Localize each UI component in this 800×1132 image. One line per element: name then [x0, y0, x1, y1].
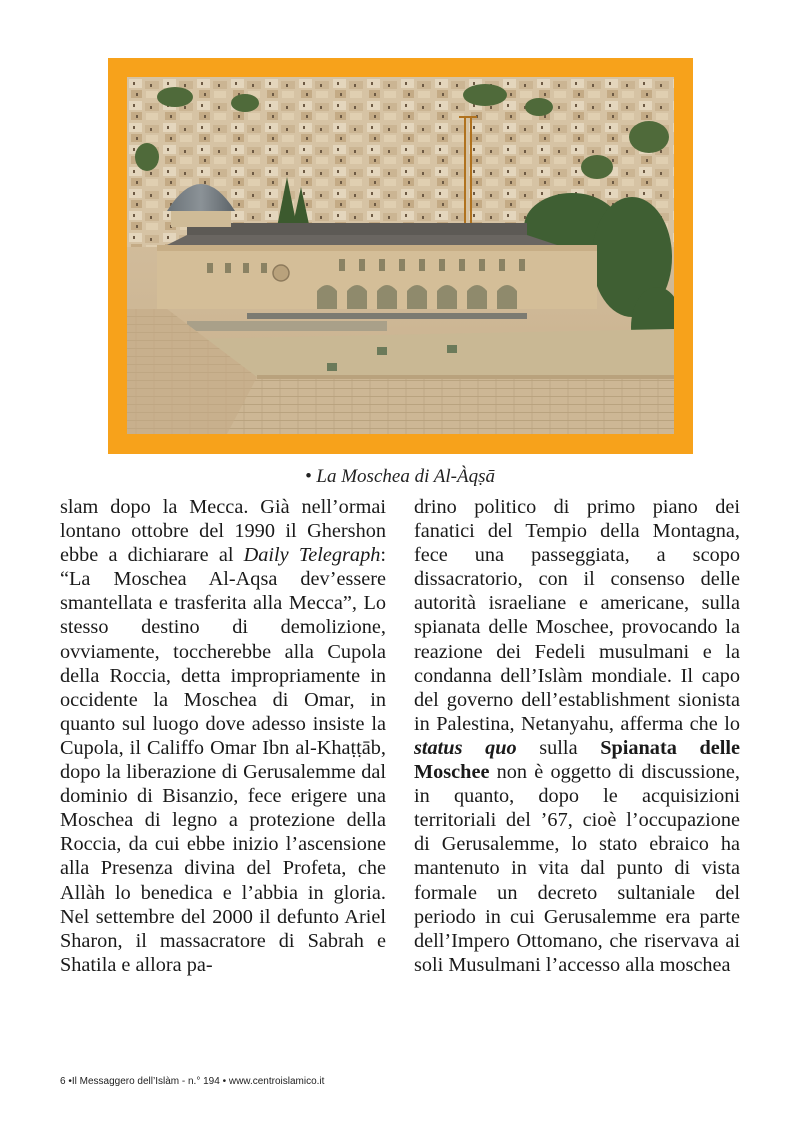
body-text: slam dopo la Mecca. Già nell’ormai lontano ottobre del 1990 il Ghershon ebbe a dichiarare al [60, 496, 386, 567]
body-text: non è oggetto di discussione, in quanto, dopo le acquisizioni territoriali del ’67, cioè l’occupazione di Gerusalemme, lo stato ebraico ha mantenuto in vita dal punto di vista formale un decreto sultaniale del periodo in cui Gerusalemme era parte dell’Impero Ottomano, che riservava ai soli Musulmani l’accesso alla moschea [414, 761, 740, 976]
photo-frame [108, 58, 693, 454]
page-footer: 6 •Il Messaggero dell’Islàm - n.° 194 • www.centroislamico.it [60, 1076, 325, 1087]
text-column-left [60, 495, 386, 977]
body-text: sulla [516, 736, 601, 759]
body-text: drino politico di primo piano dei fanatici del Tempio della Montagna, fece una passeggiata, a scopo dissacratorio, con il consenso delle autorità israeliane e americane, sulla spianata delle Moschee, provocando la reazione dei Fedeli musulmani e la condanna dell’Islàm mondiale. Il capo del governo dell’establishment sionista in Palestina, Netanyahu, afferma che lo [414, 496, 740, 735]
bold-italic-text [414, 737, 517, 759]
bold-text: Spianata delle Moschee [414, 736, 740, 784]
al-aqsa-mosque-photo [127, 77, 674, 434]
italic-text: Daily Telegraph [243, 544, 381, 567]
body-text: : “La Moschea Al-Aqsa dev’essere smantellata e trasferita alla Mecca”, Lo stesso destino di demolizione, ovviamente, toccherebbe alla Cupola della Roccia, detta impropriamente in occidente la Moschea di Omar, in quanto sul luogo dove adesso insiste la Cupola, il Califfo Omar Ibn al-Khaṭṭāb, dopo la liberazione di Gerusalemme dal dominio di Bisanzio, fece erigere una Moschea di legno a protezione della Roccia, da cui ebbe inizio l’ascensione alla Presenza divina del Profeta, che Allàh lo benedica e l’abbia in gloria. Nel settembre del 2000 il defunto Ariel Sharon, il massacratore di Sabrah e Shatila e allora pa- [60, 544, 386, 976]
text-column-right [414, 495, 740, 977]
emphasis-text: status quo [414, 736, 517, 759]
photo-caption: • La Moschea di Al-Àqṣā [305, 466, 495, 487]
